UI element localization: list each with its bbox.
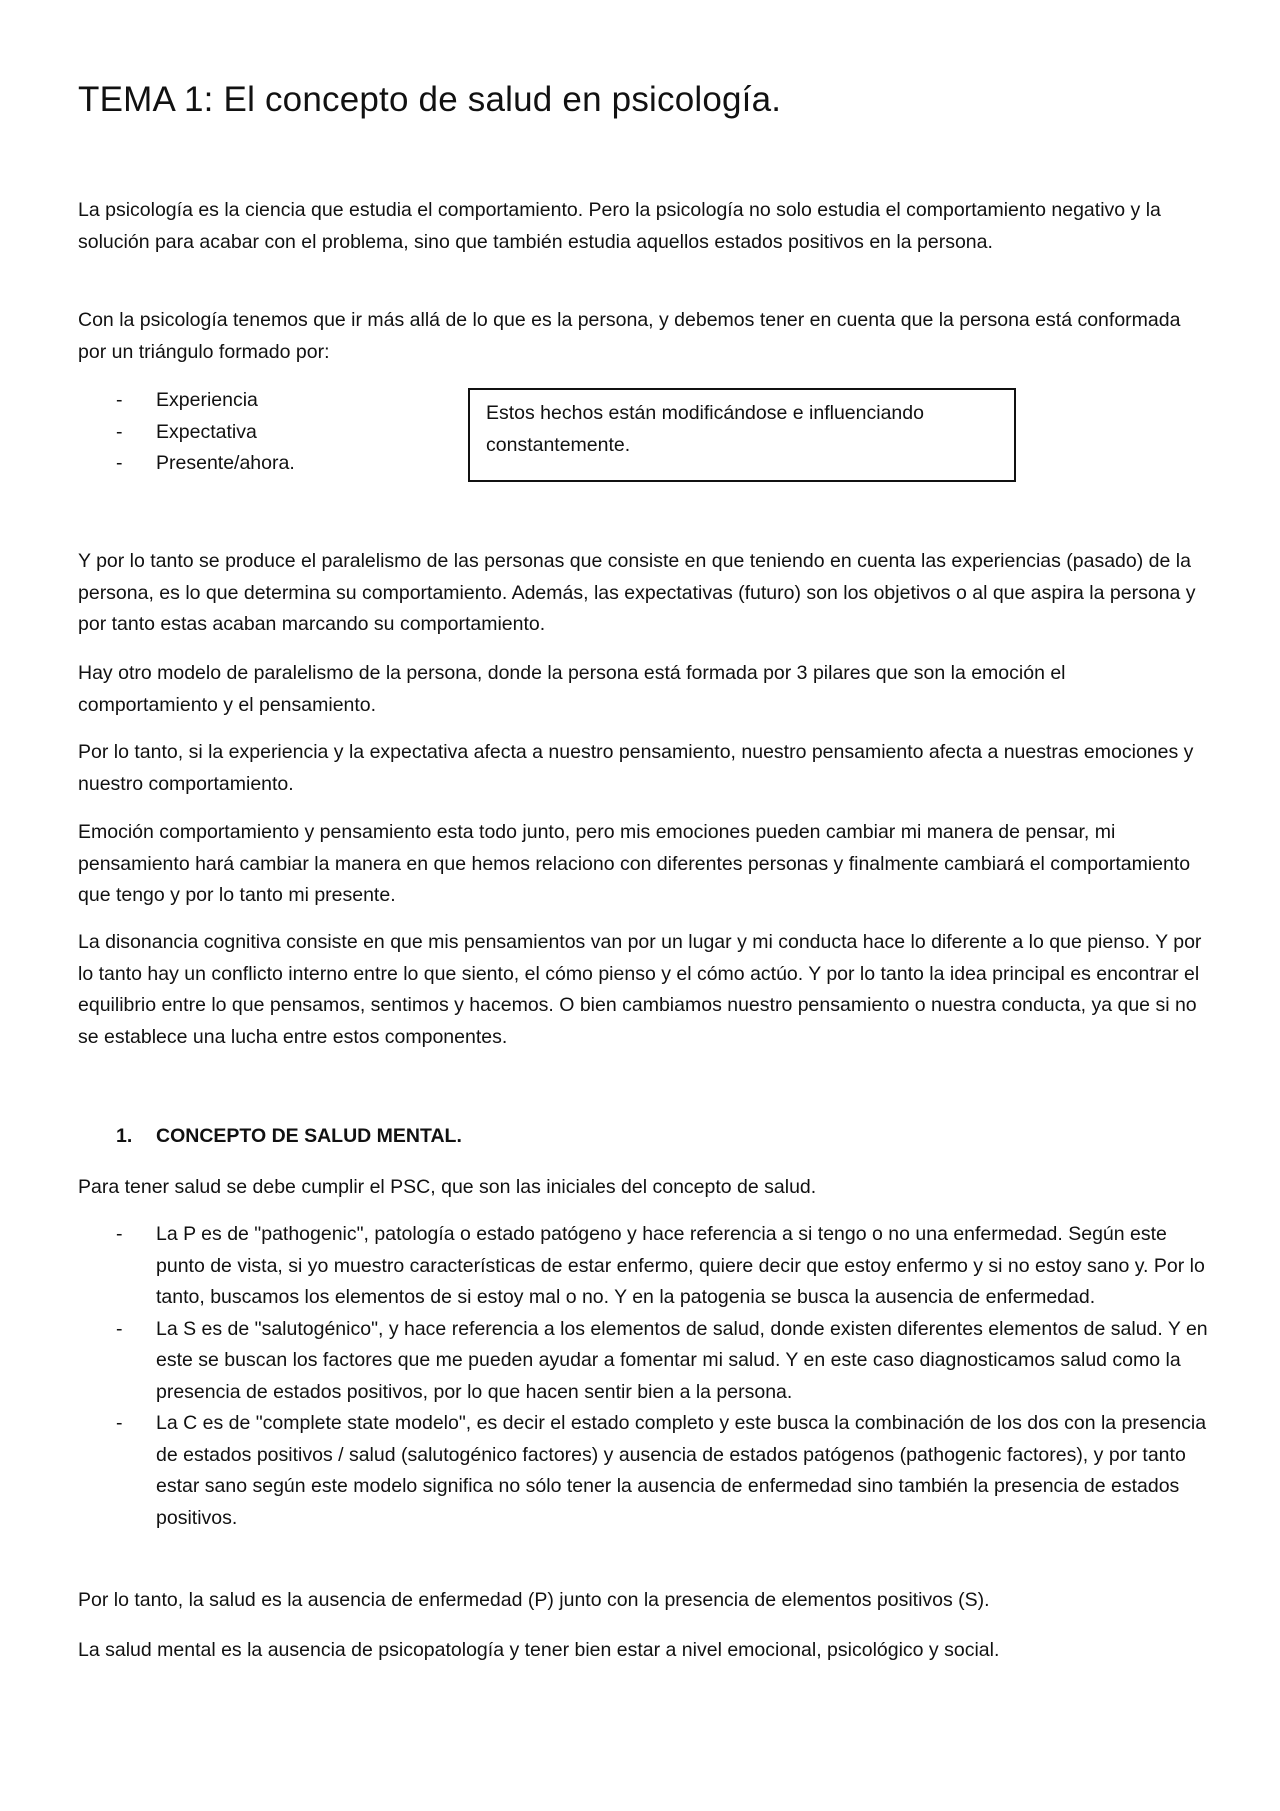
body-paragraph: Hay otro modelo de paralelismo de la persona, donde la persona está formada por 3 pilares que son la emoción el comportamiento y el pensamiento. — [78, 662, 1066, 716]
body-paragraph: Y por lo tanto se produce el paralelismo de las personas que consiste en que teniendo en cuenta las experiencias (pasado) de la persona, es lo que determina su comportamiento. Además, las expectativas (futuro) son los objetivos o al que aspira la persona y por tanto estas acaban marcando su comportamiento. — [78, 550, 1196, 635]
page-title: TEMA 1: El concepto de salud en psicología. — [78, 80, 782, 119]
section-number: 1. — [116, 1125, 133, 1147]
bullet-dash: - — [116, 420, 123, 443]
section-intro: Para tener salud se debe cumplir el PSC, que son las iniciales del concepto de salud. — [78, 1176, 817, 1198]
body-paragraph: Por lo tanto, si la experiencia y la expectativa afecta a nuestro pensamiento, nuestro pensamiento afecta a nuestras emociones y nuestro comportamiento. — [78, 741, 1194, 795]
bullet-dash: - — [116, 452, 123, 474]
list-item-text: La C es de "complete state modelo", es decir el estado completo y este busca la combinación de los dos con la presencia de estados positivos / salud (salutogénico factores) y ausencia de estados patógenos (pathogenic factores), y por tanto estar sano según este modelo significa no sólo tener la ausencia de enfermedad sino también la presencia de estados positivos. — [156, 1412, 1207, 1529]
list-item — [116, 1314, 1211, 1409]
bullet-dash: - — [116, 389, 123, 411]
section-heading — [116, 1121, 462, 1153]
list-item — [116, 1408, 1211, 1534]
list-item-text: Expectativa — [156, 420, 257, 443]
body-paragraph: La disonancia cognitiva consiste en que mis pensamientos van por un lugar y mi conducta hace lo diferente a lo que pienso. Y por lo tanto hay un conflicto interno entre lo que siento, el cómo pienso y el cómo actúo. Y por lo tanto la idea principal es encontrar el equilibrio entre lo que pensamos, sentimos y hacemos. O bien cambiamos nuestro pensamiento o nuestra conducta, ya que si no se establece una lucha entre estos componentes. — [78, 931, 1202, 1048]
triangle-list — [116, 385, 295, 480]
intro-paragraph: Con la psicología tenemos que ir más allá de lo que es la persona, y debemos tener en cuenta que la persona está conformada por un triángulo formado por: — [78, 309, 1181, 363]
list-item — [116, 385, 295, 417]
intro-paragraph: La psicología es la ciencia que estudia el comportamiento. Pero la psicología no solo estudia el comportamiento negativo y la solución para acabar con el problema, sino que también estudia aquellos estados positivos en la persona. — [78, 199, 1161, 253]
note-box: Estos hechos están modificándose e influenciando constantemente. — [468, 388, 1016, 482]
closing-paragraph: Por lo tanto, la salud es la ausencia de enfermedad (P) junto con la presencia de elementos positivos (S). — [78, 1589, 990, 1611]
bullet-dash: - — [116, 1223, 123, 1245]
closing-paragraph: La salud mental es la ausencia de psicopatología y tener bien estar a nivel emocional, psicológico y social. — [78, 1639, 1000, 1661]
bullet-dash: - — [116, 1412, 123, 1434]
bullet-dash: - — [116, 1317, 123, 1340]
list-item-text: La S es de "salutogénico", y hace referencia a los elementos de salud, donde existen diferentes elementos de salud. Y en este se buscan los factores que me pueden ayudar a fomentar mi salud. Y en este caso diagnosticamos salud como la presencia de estados positivos, por lo que hacen sentir bien a la persona. — [156, 1317, 1208, 1403]
list-item-text: Presente/ahora. — [156, 452, 295, 474]
list-item — [116, 1219, 1211, 1314]
psc-list — [116, 1219, 1211, 1534]
list-item — [116, 417, 295, 449]
list-item — [116, 448, 295, 480]
section-title: CONCEPTO DE SALUD MENTAL. — [156, 1125, 462, 1147]
list-item-text: La P es de "pathogenic", patología o estado patógeno y hace referencia a si tengo o no una enfermedad. Según este punto de vista, si yo muestro características de estar enfermo, quiere decir que estoy enfermo y si no estoy sano y. Por lo tanto, buscamos los elementos de si estoy mal o no. Y en la patogenia se busca la ausencia de enfermedad. — [156, 1223, 1205, 1308]
list-item-text: Experiencia — [156, 389, 258, 411]
body-paragraph: Emoción comportamiento y pensamiento esta todo junto, pero mis emociones pueden cambiar mi manera de pensar, mi pensamiento hará cambiar la manera en que hemos relaciono con diferentes personas y finalmente cambiará el comportamiento que tengo y por lo tanto mi presente. — [78, 821, 1191, 906]
